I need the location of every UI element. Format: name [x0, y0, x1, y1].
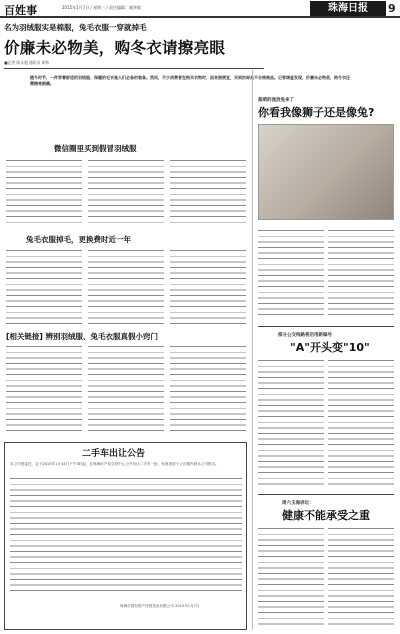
article-column — [328, 526, 394, 626]
notice-body — [10, 476, 242, 596]
article-column — [258, 358, 324, 488]
section3-title: [相关链接] 辨别羽绒服、兔毛衣服真假小窍门 — [6, 332, 158, 341]
newspaper-masthead: 珠海日报 — [310, 1, 386, 16]
rabbit-intro: 超萌的流浪兔来了 — [258, 98, 294, 103]
article-column — [170, 344, 246, 436]
main-headline: 价廉未必物美，购冬衣请擦亮眼 — [4, 39, 226, 57]
notice-footer: 珠海市国有资产经营拍卖有限公司 2015年1月7日 — [120, 604, 200, 608]
page-number: 9 — [388, 2, 396, 15]
article-column — [170, 158, 246, 226]
article-column — [88, 248, 164, 326]
section1-title: 微信圈里买到假冒羽绒服 — [54, 144, 137, 153]
article-column — [88, 158, 164, 226]
article-column — [328, 228, 394, 320]
lead-paragraph: 随冬时节，一件穿着舒适的羽绒服、保暖的毛衣是人们必备的装备。然而，不少消费者在购买衣物时，因贪图便宜，买到的却是不合格商品。记者调查发现，价廉未必物美，购冬衣还需擦亮眼睛。 — [30, 75, 350, 86]
article-column — [88, 344, 164, 436]
article-column — [258, 228, 324, 320]
article-column — [6, 248, 82, 326]
rabbit-headline: 你看我像狮子还是像兔? — [258, 106, 375, 119]
health-intro: 周六玉海讲坛： — [282, 501, 314, 506]
bus-intro: 部分公交线路将启用新编号 — [278, 333, 332, 338]
health-headline: 健康不能承受之重 — [282, 509, 370, 522]
notice-intro: 本公司受委托，定于2015年1月14日下午3时起，在珠海市产权交易中心公开出让二手车一批，有意者请于公告期内到本公司报名。 — [10, 462, 219, 466]
issue-date: 2015年1月7日 / 星期三 / 责任编辑：谢华敏 — [62, 5, 142, 10]
section2-title: 兔毛衣服掉毛，更换费时近一年 — [26, 235, 131, 244]
divider — [258, 326, 394, 327]
article-column — [258, 526, 324, 626]
article-column — [6, 158, 82, 226]
rabbit-photo — [258, 124, 394, 220]
divider — [4, 68, 264, 69]
column-divider — [252, 70, 253, 630]
byline: ■记者 陈永超 通讯员 胡玮 — [4, 60, 50, 65]
article-column — [6, 344, 82, 436]
article-column — [170, 248, 246, 326]
section-name: 百姓事 — [4, 4, 37, 17]
bus-headline: "A"开头变"10" — [290, 341, 370, 354]
article-column — [328, 358, 394, 488]
divider — [258, 494, 394, 495]
notice-title: 二手车出让公告 — [82, 449, 146, 459]
main-subtitle: 名为羽绒服实是棉服，兔毛衣服一穿就掉毛 — [4, 23, 147, 32]
